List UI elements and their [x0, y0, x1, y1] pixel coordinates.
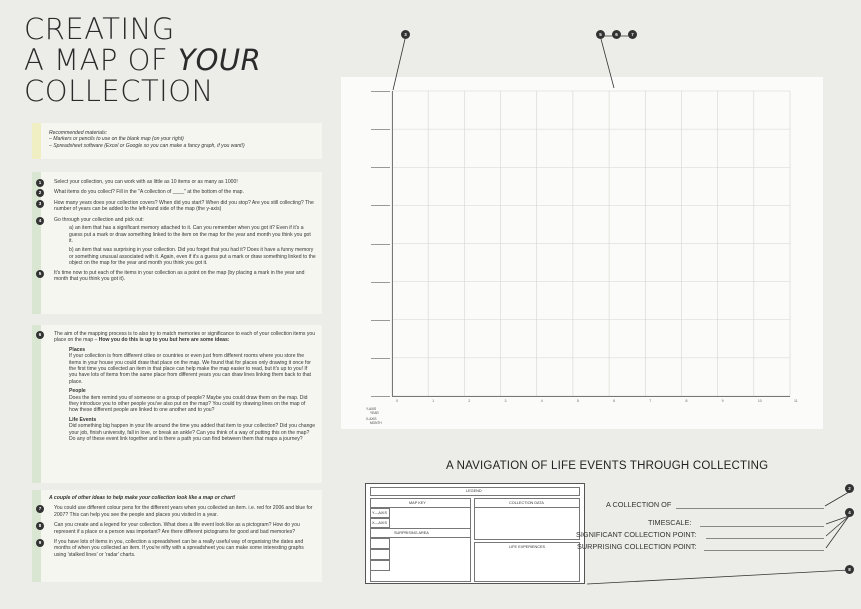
step-number: 7: [36, 505, 44, 513]
callout-8: 8: [845, 565, 854, 574]
step-text: It's time now to put each of the items in your collection as a point on the map (by placing a mark in the year and month that you think you got it).: [54, 269, 305, 283]
places-text: If your collection is from different cities or countries or even just from different rooms where you store the items in your house you could draw that place on the map. We found that for places only drawing it once for the first time you collected an item in that place can help make the map easier to read, but it's up to you! If you have lots of items from the same place from different years you can draw lines linking them back to that place.: [69, 353, 311, 385]
y-axis-sub: YEAR: [370, 411, 379, 415]
step-text: The aim of the mapping process is to also try to match memories or significance to each of your collection items you place on the map –: [54, 331, 316, 344]
step-number: 8: [36, 522, 44, 530]
step-text: If you have lots of items in you, collection a spreadsheet can be a really useful way of organising the dates and months of when you collected an item. If you're nifty with a spreadsheet you can make some interesting graphs using 'stalked lines' or 'radar' charts.: [54, 539, 304, 558]
surprising-point-label: SURPRISING COLLECTION POINT:: [577, 542, 697, 551]
step-number: 3: [36, 200, 44, 208]
materials-item: – Spreadsheet software (Excel or Google so you can make a fancy graph, if you want!): [49, 142, 245, 149]
step-text-bold: How you do this is up to you but here are some ideas:: [98, 337, 230, 344]
x-tick-label: 11: [794, 399, 798, 403]
x-tick-label: 10: [757, 399, 762, 403]
x-tick-label: 5: [576, 399, 579, 403]
x-tick-label: 0: [396, 399, 398, 403]
key-row-cell: [370, 549, 390, 560]
map-key-label: MAP KEY: [409, 501, 426, 505]
life-events-heading: Life Events: [69, 416, 97, 423]
title-line-3: COLLECTION: [24, 74, 214, 108]
x-tick-label: 7: [649, 399, 652, 403]
step-number: 6: [36, 331, 44, 339]
collection-data-label: COLLECTION DATA: [509, 501, 544, 505]
step-number: 2: [36, 189, 44, 197]
life-events-text: Did something big happen in your life around the time you added that item to your collection? Did you change your job, finish university, fall in love, or break an ankle? Can you think of a way of putting this on the map? Do any of these event link together and is there a path you can find between them that maps a journey?: [69, 423, 316, 443]
materials-heading: Recommended materials:: [49, 130, 108, 136]
key-row-cell: [370, 538, 390, 549]
timescale-field[interactable]: [700, 526, 824, 527]
callout-5: 5: [596, 30, 605, 39]
x-tick-label: 8: [685, 399, 688, 403]
callout-7: 7: [628, 30, 637, 39]
x-tick-label: 3: [504, 399, 507, 403]
key-row-cell: [370, 560, 390, 571]
surprising-point-field[interactable]: [704, 550, 824, 551]
x-tick-label: 2: [468, 399, 471, 403]
callout-6: 6: [612, 30, 621, 39]
step-4b: b) an item that was surprising in your collection. Did you forget that you had it? Does it have a funny memory or something unusual associated with it. Again, even if it's a guess put a mark or draw something linked to the object on the map for the year and month you think you got it.: [69, 247, 316, 267]
callout-2: 2: [845, 484, 854, 493]
x-axis-label: X-AXIS: [366, 417, 377, 421]
legend-title: LEGEND: [466, 489, 482, 493]
places-heading: Places: [69, 346, 86, 353]
step-text: Select your collection, you can work with as little as 10 items or as many as 1000!: [54, 179, 238, 185]
step-number: 5: [36, 270, 44, 278]
materials-item: – Markers or pencils to use on the blank map (on your right): [49, 136, 184, 143]
x-tick-label: 4: [540, 399, 543, 403]
step-text: How many years does your collection covers? When did you start? When did you stop? Are you still collecting? The number of years can be added to the left-hand side of the map (the y-axis): [54, 199, 314, 213]
collection-of-field[interactable]: [676, 508, 824, 509]
key-x-axis: X—AXIS: [372, 521, 387, 525]
x-tick-label: 9: [721, 399, 724, 403]
x-tick-label: 1: [432, 399, 435, 403]
step-text: What items do you collect? Fill in the "A collection of ____" at the bottom of the map.: [54, 189, 244, 196]
step-number: 9: [36, 539, 44, 547]
people-text: Does the item remind you of someone or a group of people? Maybe you could draw them on the map. Did they introduce you to other people you've also put on the map? You could try drawing lines on the map of how these different people are linked to one another and to you?: [69, 394, 308, 414]
step-text: You could use different colour pens for the different years when you collected an item. i.e. red for 2006 and blue for 2007? This can help you see the people and places you visited in a year.: [54, 505, 313, 518]
title-line-1: CREATING: [24, 12, 175, 46]
ideas-heading: A couple of other ideas to help make your collection look like a map or chart!: [49, 495, 236, 501]
collection-of-label: A COLLECTION OF: [606, 500, 672, 509]
title-line-2: A MAP OF YOUR: [24, 43, 262, 77]
step-number: 1: [36, 179, 44, 187]
timescale-label: TIMESCALE:: [648, 518, 692, 527]
x-tick-label: 6: [613, 399, 616, 403]
life-experiences-label: LIFE EXPERIENCES: [509, 545, 546, 549]
key-surprising-area: SURPRISING AREA: [394, 531, 429, 535]
callout-4: 4: [845, 508, 854, 517]
step-4a: a) an item that has a significant memory attached to it. Can you remember when you got it? Even if it's a guess put a mark or draw something linked to the item on the map for the year and month you think you got it.: [69, 225, 311, 245]
people-heading: People: [69, 388, 86, 395]
navigation-heading: A NAVIGATION OF LIFE EVENTS THROUGH COLLECTING: [446, 460, 769, 472]
legend-box: [365, 483, 585, 584]
step-text: Can you create and a legend for your collection. What does a life event look like as a pictogram? How do you represent if a place or a person was important? Are there different pictograms for good and bad memories?: [54, 522, 300, 535]
significant-point-field[interactable]: [706, 538, 824, 539]
callout-3: 3: [401, 30, 410, 39]
step-text: Go through your collection and pick out:: [54, 216, 144, 223]
x-axis-sub: MONTH: [370, 421, 382, 425]
significant-point-label: SIGNIFICANT COLLECTION POINT:: [576, 530, 697, 539]
step-number: 4: [36, 217, 44, 225]
y-axis-label: Y-AXIS: [366, 407, 377, 411]
key-y-axis: Y—AXIS: [372, 511, 387, 515]
